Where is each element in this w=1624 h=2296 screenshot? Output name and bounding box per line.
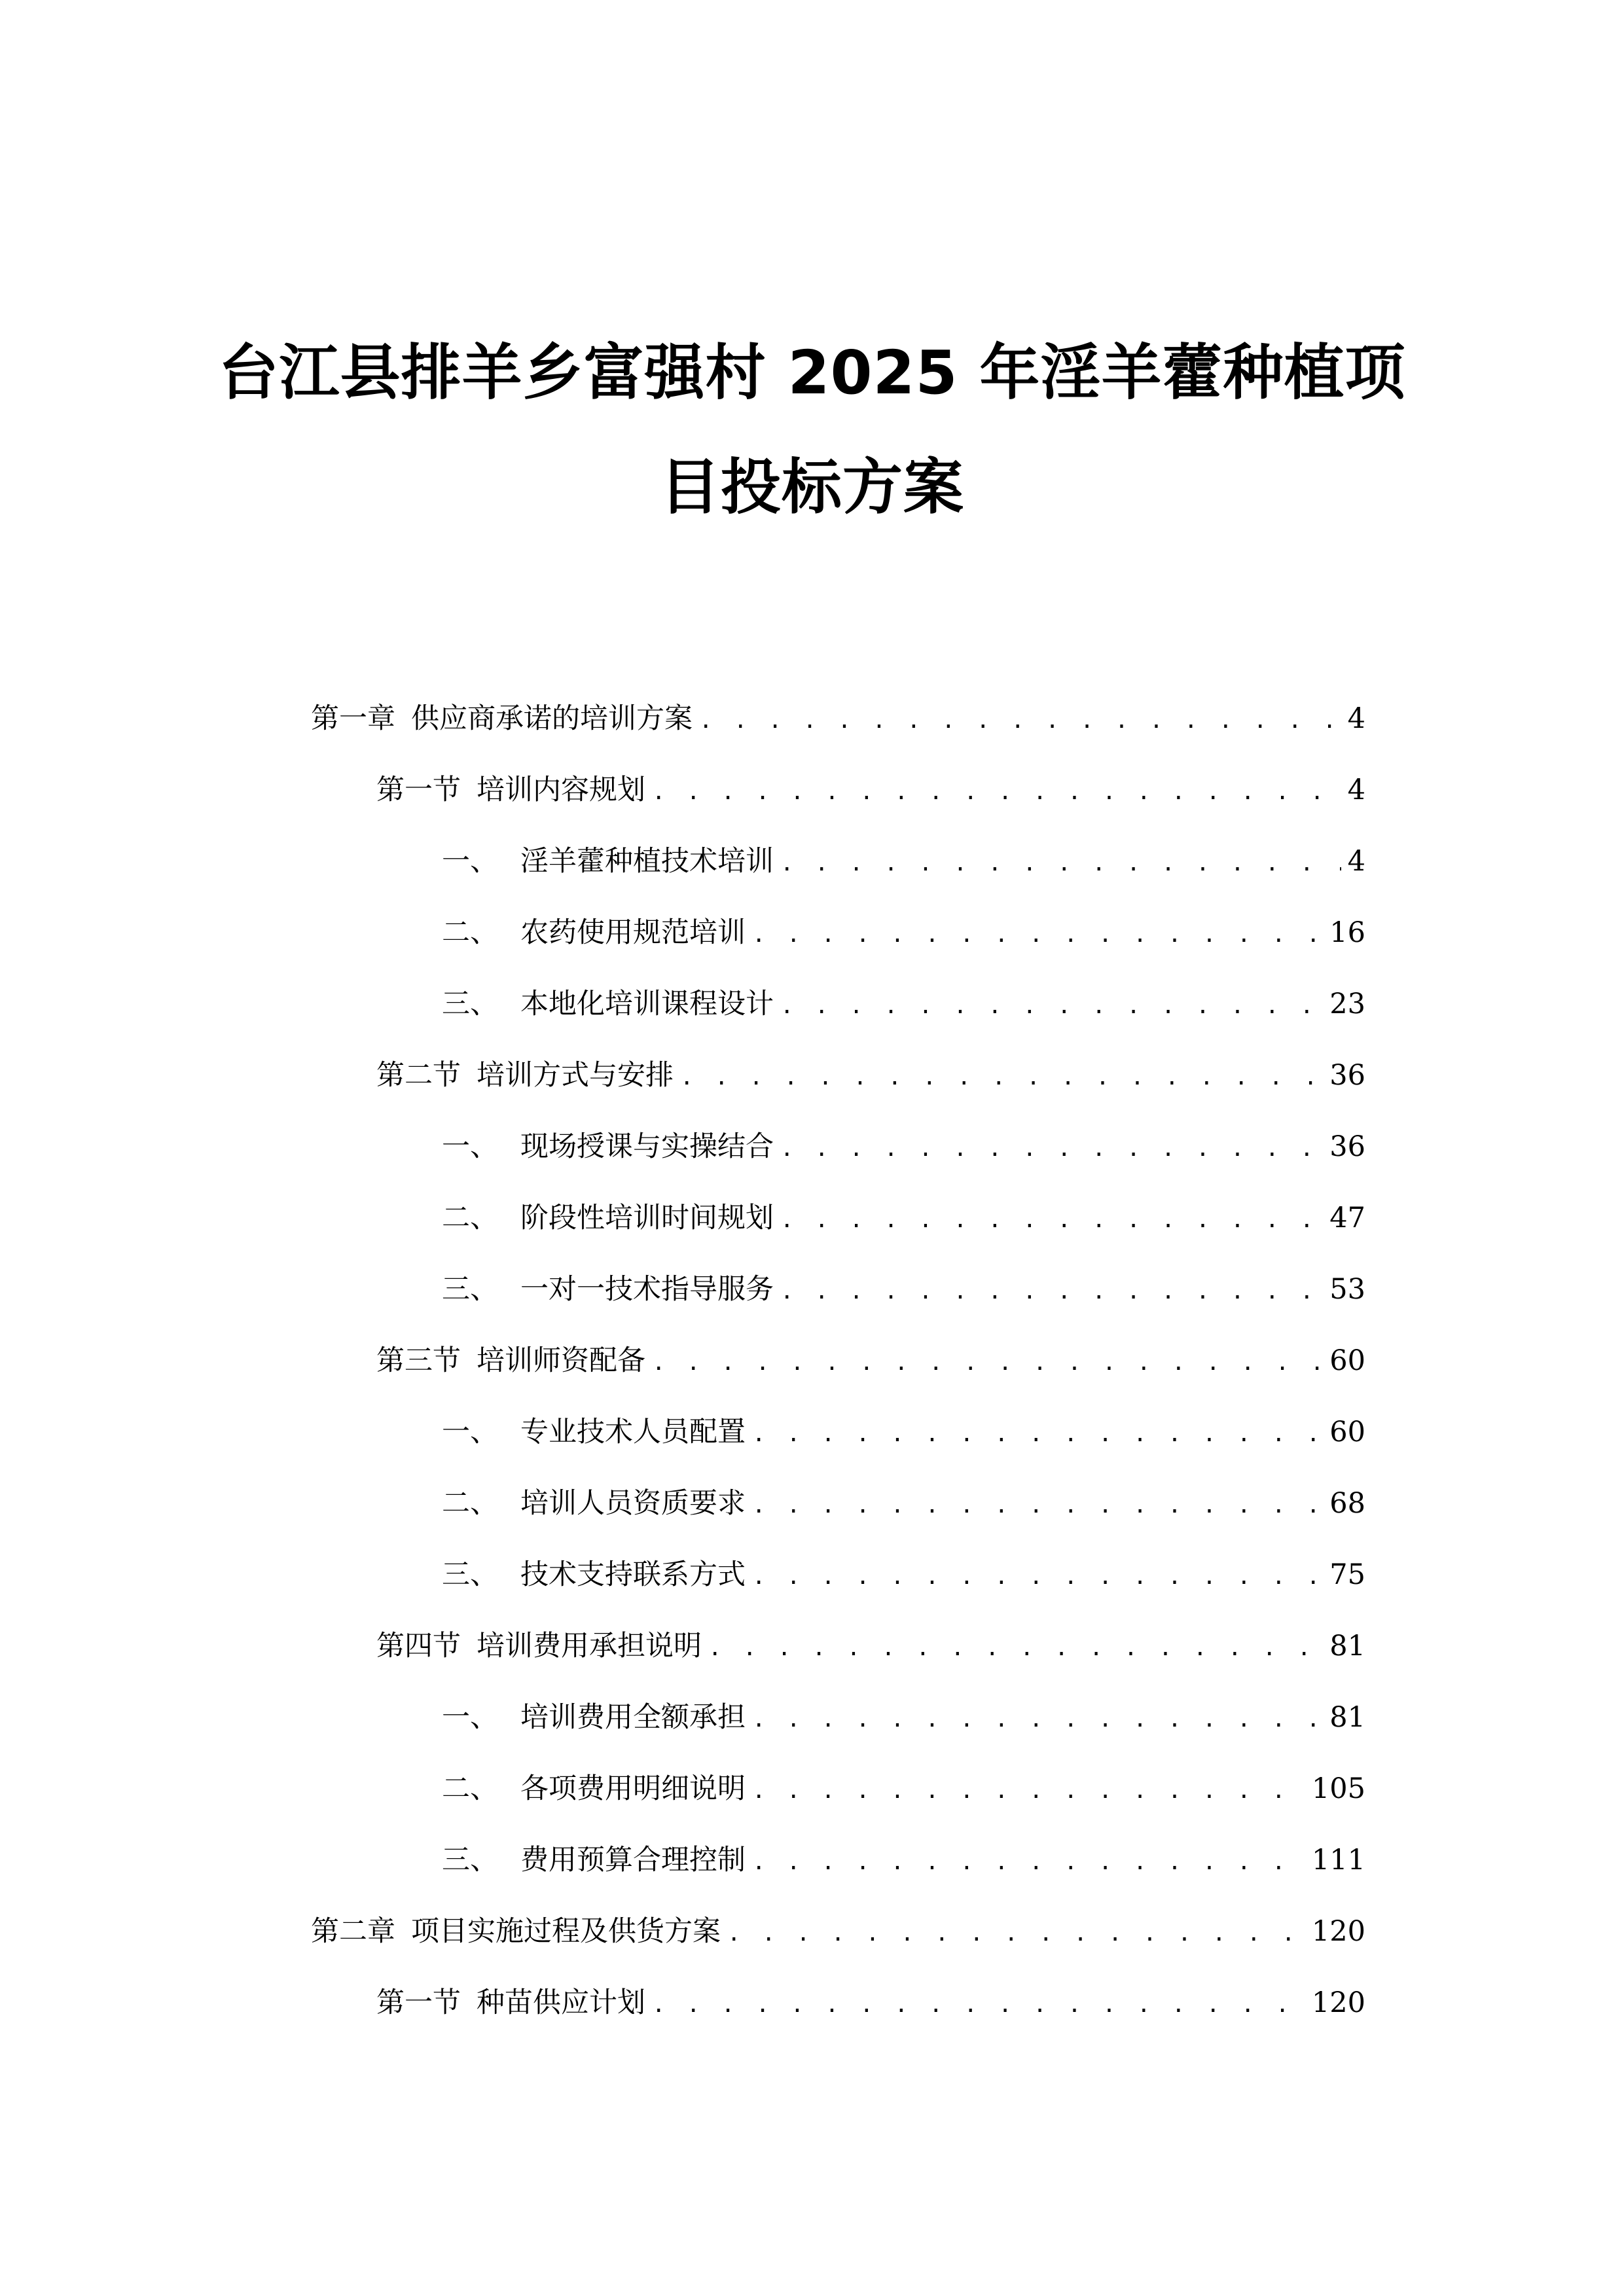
toc-entry-number: 第二章 [311, 1915, 395, 1948]
toc-subsection-entry[interactable] [442, 1840, 1365, 1882]
toc-page-number: 75 [1329, 1558, 1365, 1591]
toc-entry-title: 培训师资配备 [477, 1344, 645, 1377]
toc-page-number: 105 [1311, 1772, 1365, 1805]
toc-dot-leader [708, 1628, 1323, 1668]
toc-dot-leader [752, 1557, 1323, 1596]
toc-entry-title: 农药使用规范培训 [520, 916, 746, 949]
toc-chapter-entry[interactable] [311, 1912, 1365, 1953]
toc-page-number: 47 [1329, 1202, 1365, 1234]
toc-entry-title: 一对一技术指导服务 [520, 1273, 774, 1306]
toc-entry-title: 培训费用承担说明 [477, 1630, 702, 1662]
toc-section-entry[interactable] [376, 770, 1365, 812]
toc-dot-leader [780, 1200, 1323, 1240]
toc-section-entry[interactable] [376, 1983, 1365, 2024]
toc-entry-number: 一、 [442, 1701, 498, 1734]
document-title-line-1: 台江县排羊乡富强村 2025 年淫羊藿种植项 [218, 338, 1406, 408]
toc-entry-number: 三、 [442, 1558, 498, 1591]
toc-dot-leader [752, 1414, 1323, 1454]
toc-dot-leader [727, 1914, 1305, 1953]
toc-dot-leader [780, 1129, 1323, 1168]
toc-entry-title: 各项费用明细说明 [520, 1772, 746, 1805]
toc-dot-leader [780, 844, 1341, 883]
toc-subsection-entry[interactable] [442, 1484, 1365, 1525]
toc-entry-number: 一、 [442, 845, 498, 878]
toc-page-number: 60 [1329, 1344, 1365, 1377]
document-title-line-2: 目投标方案 [659, 452, 964, 522]
toc-dot-leader [752, 915, 1323, 954]
toc-page-number: 60 [1329, 1416, 1365, 1448]
toc-dot-leader [780, 1272, 1323, 1311]
toc-entry-title: 费用预算合理控制 [520, 1844, 746, 1876]
toc-page-number: 23 [1329, 988, 1365, 1020]
toc-dot-leader [752, 1700, 1323, 1739]
toc-page-number: 81 [1329, 1701, 1365, 1734]
toc-entry-number: 二、 [442, 1772, 498, 1805]
toc-entry-number: 第四节 [376, 1630, 461, 1662]
toc-subsection-entry[interactable] [442, 1270, 1365, 1311]
toc-subsection-entry[interactable] [442, 1198, 1365, 1240]
toc-page-number: 81 [1329, 1630, 1365, 1662]
toc-entry-number: 三、 [442, 988, 498, 1020]
toc-entry-title: 阶段性培训时间规划 [520, 1202, 774, 1234]
toc-subsection-entry[interactable] [442, 1127, 1365, 1168]
toc-section-entry[interactable] [376, 1626, 1365, 1668]
toc-subsection-entry[interactable] [442, 1555, 1365, 1596]
toc-subsection-entry[interactable] [442, 1412, 1365, 1454]
toc-entry-title: 培训人员资质要求 [520, 1487, 746, 1520]
toc-entry-title: 培训方式与安排 [477, 1059, 674, 1092]
toc-dot-leader [699, 701, 1341, 740]
toc-entry-title: 供应商承诺的培训方案 [411, 702, 693, 735]
toc-entry-number: 一、 [442, 1130, 498, 1163]
toc-entry-number: 第二节 [376, 1059, 461, 1092]
toc-page-number: 111 [1311, 1844, 1365, 1876]
toc-dot-leader [752, 1842, 1305, 1882]
toc-subsection-entry[interactable] [442, 984, 1365, 1026]
toc-section-entry[interactable] [376, 1341, 1365, 1382]
toc-section-entry[interactable] [376, 1056, 1365, 1097]
toc-entry-title: 种苗供应计划 [477, 1986, 645, 2019]
toc-subsection-entry[interactable] [442, 913, 1365, 954]
toc-entry-number: 第一节 [376, 774, 461, 806]
toc-entry-number: 二、 [442, 916, 498, 949]
toc-subsection-entry[interactable] [442, 1769, 1365, 1810]
toc-entry-number: 第三节 [376, 1344, 461, 1377]
toc-entry-title: 淫羊藿种植技术培训 [520, 845, 774, 878]
toc-entry-number: 二、 [442, 1202, 498, 1234]
toc-dot-leader [652, 1985, 1305, 2024]
toc-page-number: 4 [1347, 774, 1365, 806]
toc-page-number: 36 [1329, 1059, 1365, 1092]
toc-dot-leader [752, 1486, 1323, 1525]
toc-entry-title: 专业技术人员配置 [520, 1416, 746, 1448]
toc-dot-leader [652, 1343, 1323, 1382]
toc-entry-title: 培训内容规划 [477, 774, 645, 806]
toc-dot-leader [780, 986, 1323, 1026]
toc-dot-leader [652, 772, 1341, 812]
toc-entry-title: 技术支持联系方式 [520, 1558, 746, 1591]
toc-entry-number: 一、 [442, 1416, 498, 1448]
toc-entry-number: 三、 [442, 1844, 498, 1876]
toc-entry-title: 本地化培训课程设计 [520, 988, 774, 1020]
toc-chapter-entry[interactable] [311, 699, 1365, 740]
toc-dot-leader [680, 1058, 1323, 1097]
toc-entry-number: 第一节 [376, 1986, 461, 2019]
toc-entry-number: 二、 [442, 1487, 498, 1520]
toc-subsection-entry[interactable] [442, 1698, 1365, 1739]
toc-entry-title: 项目实施过程及供货方案 [411, 1915, 721, 1948]
toc-entry-number: 第一章 [311, 702, 395, 735]
toc-entry-title: 现场授课与实操结合 [520, 1130, 774, 1163]
toc-page-number: 36 [1329, 1130, 1365, 1163]
toc-page-number: 68 [1329, 1487, 1365, 1520]
toc-page-number: 16 [1329, 916, 1365, 949]
toc-entry-number: 三、 [442, 1273, 498, 1306]
toc-page-number: 120 [1311, 1986, 1365, 2019]
toc-entry-title: 培训费用全额承担 [520, 1701, 746, 1734]
toc-page-number: 4 [1347, 845, 1365, 878]
toc-subsection-entry[interactable] [442, 842, 1365, 883]
toc-page-number: 4 [1347, 702, 1365, 735]
toc-page-number: 53 [1329, 1273, 1365, 1306]
toc-page-number: 120 [1311, 1915, 1365, 1948]
toc-dot-leader [752, 1771, 1305, 1810]
